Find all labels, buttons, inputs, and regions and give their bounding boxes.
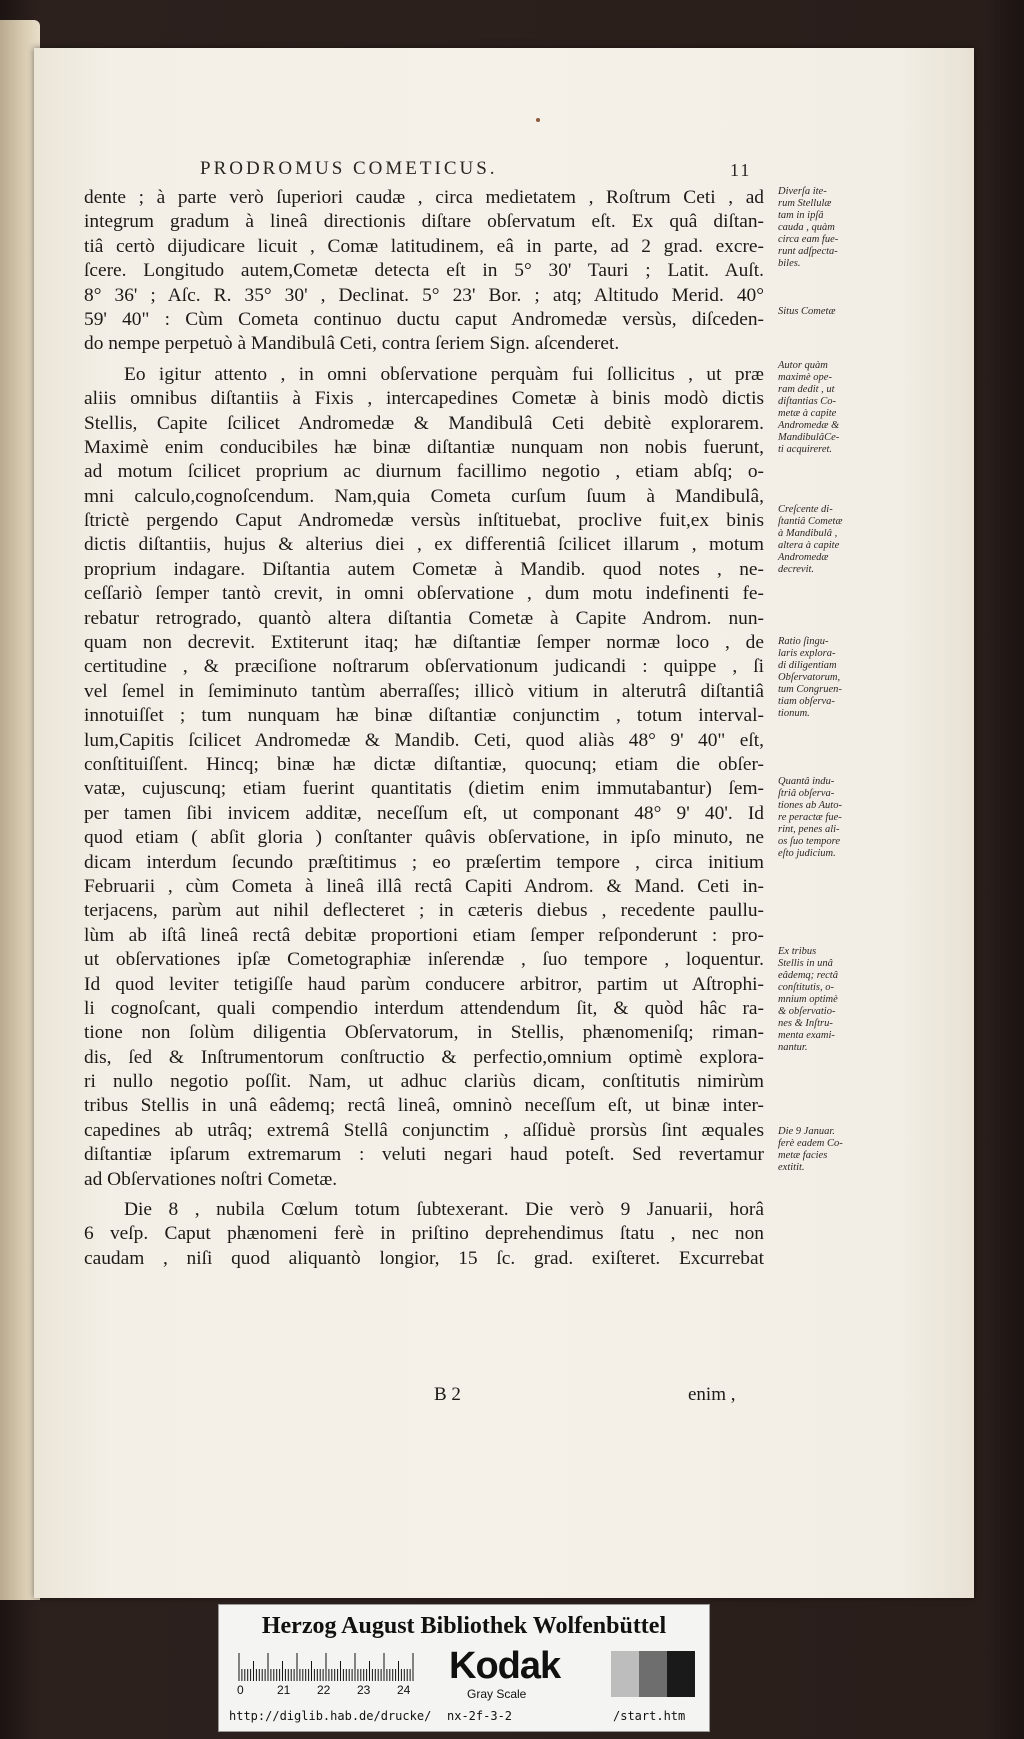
margin-note-line: & obſervatio-	[778, 1006, 836, 1017]
text-line: capedines ab utrâq; extremâ Stellâ conjunctim , aſſiduè prorsùs ſint æquales	[84, 1119, 764, 1141]
text-line: Februarii , cùm Cometa à lineâ illâ rectâ Capiti Androm. & Mand. Ceti in-	[84, 875, 764, 897]
margin-note-line: Ratio ſingu-	[778, 636, 829, 647]
margin-note-line: Quantâ indu-	[778, 776, 835, 787]
text-line: vatæ, cujuscunq; etiam fuerint quantitatis (dietim enim immutabantur) ſem-	[84, 778, 764, 800]
text-line: 6 veſp. Caput phænomeni ferè in priſtino deprehendimus ſtatu , nec non	[84, 1223, 764, 1245]
ink-spot	[536, 118, 540, 122]
text-line: tione non ſolùm diligentia Obſervatorum, in Stellis, phænomeniſq; riman-	[84, 1022, 764, 1044]
text-line: vel ſemel in ſemiminuto tantùm aberraſſes; illicò vitium in alterutrâ diſtantiâ	[84, 680, 764, 702]
margin-note	[778, 186, 888, 270]
margin-note-line: tionum.	[778, 708, 810, 719]
text-line: 8° 36' ; Aſc. R. 35° 30' , Declinat. 5° 23' Bor. ; atq; Altitudo Merid. 40°	[84, 284, 764, 306]
margin-note-line: Creſcente di-	[778, 504, 833, 515]
margin-note-line: decrevit.	[778, 564, 815, 575]
text-line: ſcere. Longitudo autem,Cometæ detecta eſt in 5° 30' Tauri ; Latit. Auſt.	[84, 260, 764, 282]
margin-note	[778, 504, 888, 576]
text-line: Eo igitur attento , in omni obſervatione perquàm fui ſollicitus , ut præ	[124, 363, 764, 385]
text-line: per tamen ſibi invicem additæ, neceſſum eſt, ut componant 48° 9' 40'. Id	[84, 802, 764, 824]
margin-note-line: tiam obſerva-	[778, 696, 835, 707]
margin-note-line: MandibulâCe-	[778, 432, 840, 443]
margin-note-line: nantur.	[778, 1042, 808, 1053]
text-line: dicam interdum ſecundo præſtitimus ; eo præſertim tempore , circa initium	[84, 851, 764, 873]
text-line: dis, ſed & Inſtrumentorum conſtructio & perfectio,omnium optimè explora-	[84, 1046, 764, 1068]
text-line: conſtituiſſent. Hincq; binæ hæ dictæ diſtantiæ, quocunq; etiam die obſer-	[84, 753, 764, 775]
margin-note-line: ti acquireret.	[778, 444, 833, 455]
text-line: caudam , niſi quod aliquantò longior, 15 ſc. grad. exiſteret. Excurrebat	[84, 1247, 764, 1269]
margin-note-line: Autor quàm	[778, 360, 828, 371]
ruler-number: 0	[237, 1683, 244, 1697]
margin-note-line: Andromedæ	[778, 552, 829, 563]
margin-note-line: tiones ab Auto-	[778, 800, 842, 811]
margin-note	[778, 946, 888, 1054]
text-line: certitudine , & præciſione noſtrarum obſervationum judicandi : quippe , ſi	[84, 656, 764, 678]
margin-note-line: metæ à capite	[778, 408, 837, 419]
margin-note-line: circa eam fue-	[778, 234, 839, 245]
catchword: enim ,	[688, 1384, 736, 1405]
kodak-logo: Kodak	[449, 1645, 561, 1687]
margin-note-line: runt adſpecta-	[778, 246, 838, 257]
margin-note-line: os ſuo tempore	[778, 836, 841, 847]
running-head: PRODROMUS COMETICUS.	[200, 158, 498, 179]
text-line: dictis diſtantiis, hujus & alterius diei , ex differentiâ ſcilicet illarum , motum	[84, 534, 764, 556]
text-line: ceſſariò ſemper tantò crevit, in omni obſervatione , dum motu indefinenti fe-	[84, 583, 764, 605]
text-line: ad motum ſcilicet proprium ac diurnum facillimo negotio , etiam abſq; o-	[84, 461, 764, 483]
text-line: ſtrictè pergendo Caput Andromedæ versùs inſtituebat, proclive fuit,ex binis	[84, 510, 764, 532]
margin-note-line: conſtitutis, o-	[778, 982, 834, 993]
text-line: integrum gradum à lineâ directionis diſtare obſervatum eſt. Ex quâ diſtan-	[84, 211, 764, 233]
text-line: lum,Capitis ſcilicet Andromedæ & Mandib. Ceti, quod aliàs 48° 9' 40" eſt,	[84, 729, 764, 751]
page-number: 11	[730, 160, 752, 180]
margin-note-line: tum Congruen-	[778, 684, 842, 695]
margin-note	[778, 776, 888, 860]
gray-scale-label: Gray Scale	[467, 1687, 527, 1701]
text-line: tribus Stellis in unâ eâdemq; rectâ lineâ, omninò neceſſum eſt, ut binæ inter-	[84, 1095, 764, 1117]
margin-note-line: re peractæ fue-	[778, 812, 842, 823]
margin-note-line: Obſervatorum,	[778, 672, 841, 683]
margin-note-line: ferè eadem Co-	[778, 1138, 843, 1149]
text-line: innotuiſſet ; tum nunquam hæ binæ diſtantiæ conjunctim , totum interval-	[84, 705, 764, 727]
margin-note-line: Stellis in unâ	[778, 958, 833, 969]
signature-mark: B 2	[434, 1384, 461, 1405]
text-line: dente ; à parte verò ſuperiori caudæ , circa medietatem , Roſtrum Ceti , ad	[84, 187, 764, 208]
gray-patch	[667, 1651, 695, 1697]
ruler-number: 23	[357, 1683, 371, 1697]
text-line: rebatur retrogrado, quantò altera diſtantia Cometæ à Capite Androm. nun-	[84, 607, 764, 629]
text-line: mni calculo,cognoſcendum. Nam,quia Cometa curſum ſuum à Mandibulâ,	[84, 485, 764, 507]
margin-note	[778, 306, 888, 318]
text-line: ri nullo negotio poſſit. Nam, ut adhuc clariùs dicam, conſtitutis nimirùm	[84, 1071, 764, 1093]
margin-note-line: eſto judicium.	[778, 848, 836, 859]
margin-note-line: ram dedit , ut	[778, 384, 835, 395]
margin-note-line: rint, penes ali-	[778, 824, 840, 835]
text-line: lùm ab iſtâ lineâ rectâ debitæ proportioni etiam ſemper reſponderunt : pro-	[84, 924, 764, 946]
body-text	[84, 186, 764, 1271]
margin-note-line: menta exami-	[778, 1030, 835, 1041]
ruler-number: 24	[397, 1683, 411, 1697]
gray-patch	[639, 1651, 667, 1697]
margin-note-line: biles.	[778, 258, 801, 269]
start-link[interactable]: /start.htm	[613, 1709, 686, 1723]
text-line: terjacens, parùm aut nihil deflecteret ; in cæteris diebus , recedente paullu-	[84, 900, 764, 922]
margin-note	[778, 360, 888, 456]
margin-note-line: ſtriâ obſerva-	[778, 788, 835, 799]
text-line: Maximè enim conducibiles hæ binæ diſtantiæ nunquam non nobis fuerunt,	[84, 436, 764, 458]
margin-note-line: laris explora-	[778, 648, 836, 659]
margin-note	[778, 636, 888, 720]
text-line: ad Obſervationes noſtri Cometæ.	[84, 1168, 338, 1190]
margin-note-line: maximè ope-	[778, 372, 832, 383]
margin-note	[778, 1126, 888, 1174]
source-url[interactable]: http://diglib.hab.de/drucke/	[229, 1709, 432, 1723]
margin-note-line: metæ facies	[778, 1150, 828, 1161]
margin-note-line: Die 9 Januar.	[778, 1126, 835, 1137]
margin-note-line: extitit.	[778, 1162, 805, 1173]
text-line: Stellis, Capite ſcilicet Andromedæ & Mandibulâ Ceti debitè explorarem.	[84, 412, 764, 434]
margin-note-line: Andromedæ &	[778, 420, 840, 431]
margin-note-line: Ex tribus	[778, 946, 817, 957]
text-line: quam non decrevit. Extiterunt itaq; hæ diſtantiæ ſemper normæ loco , de	[84, 632, 764, 654]
text-line: ut obſervationes ipſæ Cometographiæ inſerendæ , ſuo tempore , loquentur.	[84, 949, 764, 971]
text-line: Die 8 , nubila Cœlum totum ſubtexerant. Die verò 9 Januarii, horâ	[124, 1199, 764, 1221]
gray-patch	[611, 1651, 639, 1697]
calibration-strip	[218, 1604, 710, 1732]
margin-note-line: nes & Inſtru-	[778, 1018, 833, 1029]
margin-note-line: Situs Cometæ	[778, 306, 836, 317]
shelfmark: nx-2f-3-2	[447, 1709, 513, 1723]
text-line: do nempe perpetuò à Mandibulâ Ceti, contra ſeriem Sign. aſcenderet.	[84, 333, 620, 355]
gray-scale-patches	[611, 1651, 695, 1697]
margin-note-line: à Mandibulâ ,	[778, 528, 838, 539]
text-line: proprium indagare. Diſtantia autem Cometæ à Mandib. quod notes , ne-	[84, 558, 764, 580]
margin-note-line: Diverſa ite-	[778, 186, 827, 197]
margin-note-line: cauda , quàm	[778, 222, 835, 233]
ruler-number: 21	[277, 1683, 291, 1697]
ruler-icon	[237, 1651, 417, 1681]
text-line: aliis omnibus diſtantiis à Fixis , intercapedines Cometæ à binis modò dictis	[84, 388, 764, 410]
library-name: Herzog August Bibliothek Wolfenbüttel	[261, 1613, 667, 1639]
text-line: diſtantiæ ipſarum extremarum : veluti negari haud poteſt. Sed revertamur	[84, 1144, 764, 1166]
margin-note-line: rum Stellulæ	[778, 198, 832, 209]
ruler-number: 22	[317, 1683, 331, 1697]
text-line: Id quod leviter tetigiſſe haud parùm conducere arbitror, partim ut Aſtrophi-	[84, 973, 764, 995]
text-line: 59' 40" : Cùm Cometa continuo ductu caput Andromedæ versùs, diſceden-	[84, 308, 764, 330]
margin-note-line: ſtantiâ Cometæ	[778, 516, 843, 527]
margin-note-line: mnium optimè	[778, 994, 838, 1005]
margin-note-line: tam in ipſâ	[778, 210, 824, 221]
text-line: tiâ certò dijudicare licuit , Comæ latitudinem, eâ in parte, ad 2 grad. excre-	[84, 235, 764, 257]
text-line: li cognoſcant, quali compendio interdum attendendum ſit, & quòd hâc ra-	[84, 997, 764, 1019]
margin-note-line: di diligentiam	[778, 660, 837, 671]
text-line: quod etiam ( abſit gloria ) conſtanter quâvis obſervatione, in ipſo minuto, ne	[84, 827, 764, 849]
margin-note-line: altera à capite	[778, 540, 840, 551]
margin-note-line: eâdemq; rectâ	[778, 970, 838, 981]
margin-note-line: diſtantias Co-	[778, 396, 837, 407]
